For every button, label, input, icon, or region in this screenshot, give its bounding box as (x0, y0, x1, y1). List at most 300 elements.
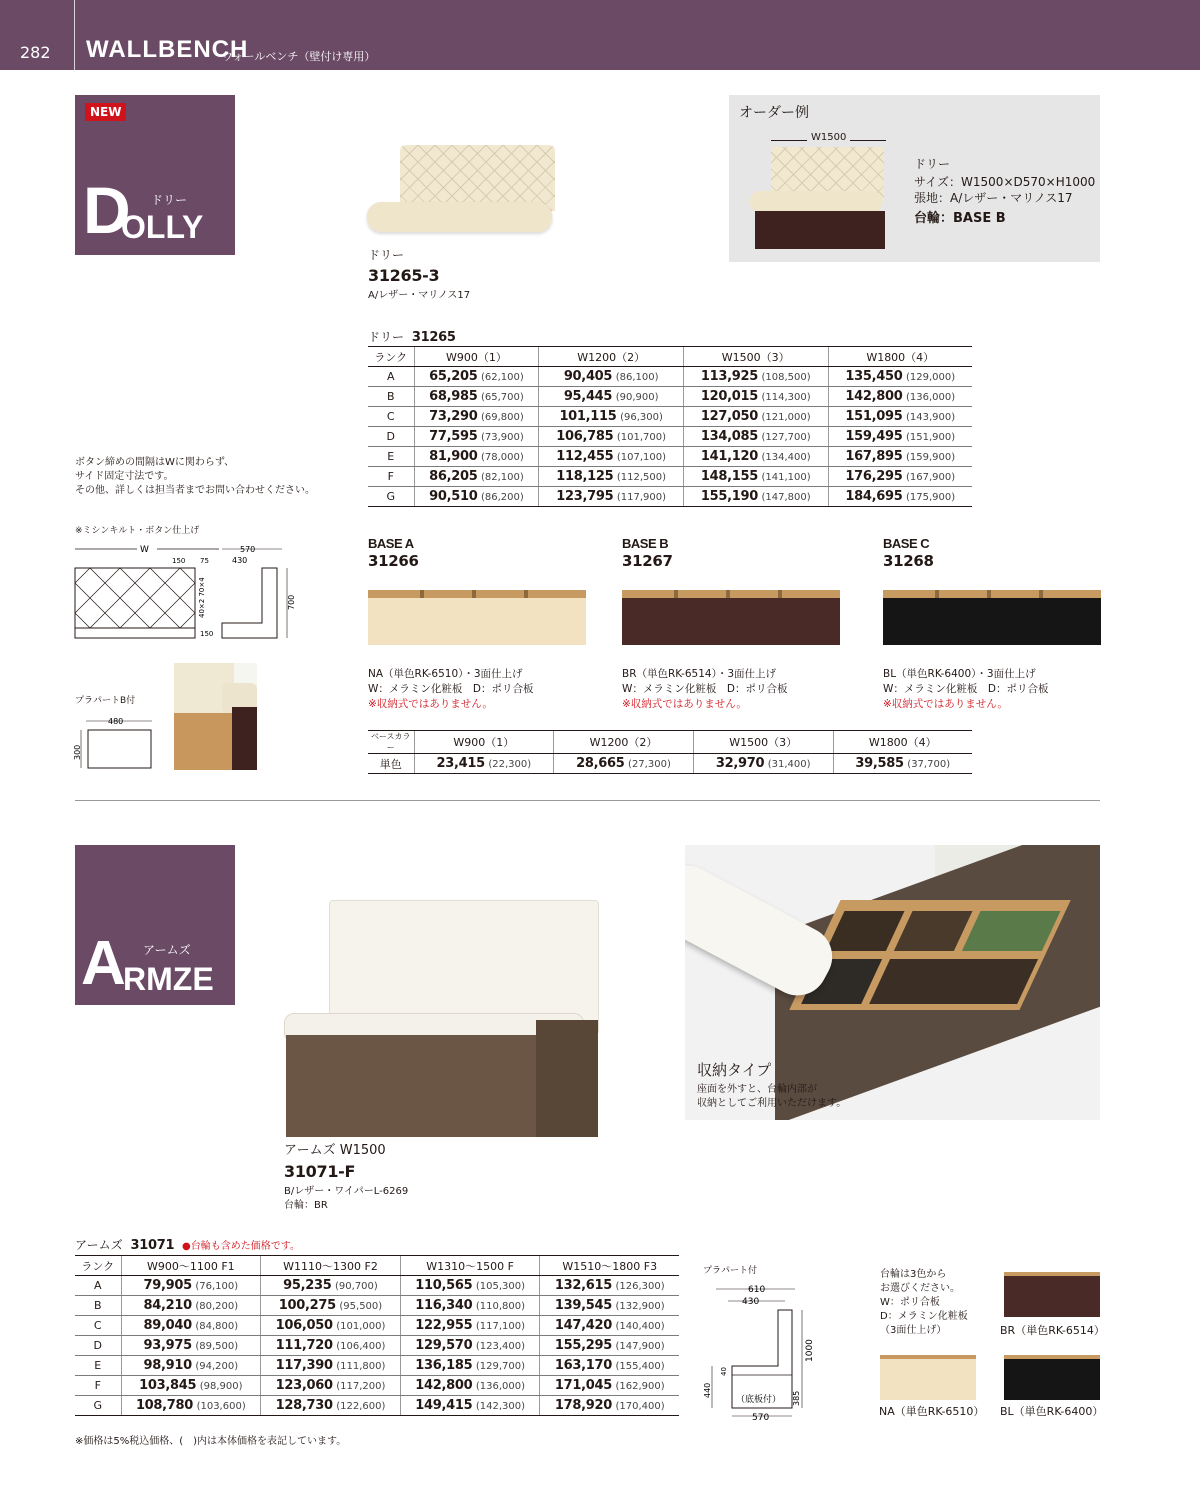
order-base-label: 台輪：BASE B (914, 211, 1006, 226)
rank-cell: A (368, 367, 414, 387)
price-value: 178,920 (554, 1398, 612, 1413)
base-divider (987, 590, 991, 598)
rank-cell: E (368, 447, 414, 467)
intro-line: 台輪は3色から (880, 1269, 947, 1280)
rank-cell: B (75, 1296, 121, 1316)
dim-700: 700 (287, 594, 296, 610)
dolly-note (75, 456, 315, 498)
price-cell (540, 1356, 679, 1376)
price-value: 155,190 (700, 489, 758, 504)
rank-cell: D (368, 427, 414, 447)
armze-base (286, 1035, 536, 1137)
dolly-note-line: その他、詳しくは担当者までお問い合わせください。 (75, 485, 315, 496)
net-price-value: (90,700) (335, 1281, 378, 1292)
net-price-value: (134,400) (761, 452, 811, 463)
dim-570: 570 (752, 1413, 770, 1423)
net-price-value: (65,700) (480, 392, 524, 403)
plaparts-b-drawing (72, 712, 157, 774)
intro-line: お選びください。 (880, 1283, 960, 1294)
price-cell (400, 1276, 540, 1296)
base-divider (674, 590, 678, 598)
rank-cell: E (75, 1356, 121, 1376)
section-divider (75, 800, 1100, 801)
net-price-value: (170,400) (615, 1401, 665, 1412)
price-value: 98,910 (143, 1358, 192, 1373)
swatch-bl-label: BL（単色RK-6400） (1000, 1405, 1104, 1418)
price-cell (261, 1276, 401, 1296)
price-cell (539, 467, 684, 487)
plaparts-b-label: プラパートB付 (75, 696, 136, 706)
price-value: 90,405 (563, 369, 613, 384)
base-title: BASE A (368, 536, 414, 551)
price-cell (414, 447, 539, 467)
price-value: 100,275 (278, 1298, 336, 1313)
price-value: 93,975 (143, 1338, 192, 1353)
net-price-value: (107,100) (616, 452, 667, 463)
price-value: 106,785 (556, 429, 614, 444)
net-price-value: (122,600) (336, 1401, 386, 1412)
net-price-value: (159,900) (905, 452, 956, 463)
dolly-name-caption: ドリー (368, 248, 405, 262)
price-cell (414, 427, 539, 447)
table-header-cell: W1500（3） (683, 347, 828, 367)
dolly-badge (75, 95, 235, 255)
net-price-value: (151,900) (905, 432, 956, 443)
dolly-seat (367, 202, 552, 232)
net-price-value: (175,900) (905, 492, 956, 503)
price-value: 106,050 (275, 1318, 333, 1333)
base-divider (935, 590, 939, 598)
price-value: 116,340 (415, 1298, 473, 1313)
price-cell (400, 1376, 540, 1396)
price-cell (121, 1356, 261, 1376)
rank-cell: F (75, 1376, 121, 1396)
dim-385: 385 (792, 1390, 801, 1406)
armze-price-table (75, 1255, 679, 1416)
armze-initial: A (81, 929, 126, 998)
dolly-product-image (365, 140, 560, 240)
table-header-cell: ベースカラー (368, 731, 414, 754)
storage-line2: 収納としてご利用いただけます。 (697, 1098, 847, 1109)
price-cell (540, 1296, 679, 1316)
rank-cell: A (75, 1276, 121, 1296)
price-cell (828, 387, 972, 407)
rank-cell: D (75, 1336, 121, 1356)
price-value: 101,115 (559, 409, 617, 424)
net-price-value: (147,900) (615, 1341, 665, 1352)
table-header-cell: W1510～1800 F3 (540, 1256, 679, 1276)
storage-cell (962, 911, 1061, 951)
new-tag: NEW (85, 103, 126, 121)
order-size: サイズ：W1500×D570×H1000 (914, 175, 1096, 189)
price-value: 123,060 (275, 1378, 333, 1393)
price-value: 111,720 (275, 1338, 333, 1353)
price-value: 65,205 (429, 369, 478, 384)
dim-40: 40 (720, 1367, 728, 1376)
price-value: 77,595 (429, 429, 478, 444)
storage-line1: 座面を外すと、台輪内部が (697, 1084, 817, 1095)
price-cell (261, 1336, 401, 1356)
price-cell (540, 1376, 679, 1396)
table-row (368, 447, 972, 467)
net-price-value: (82,100) (480, 472, 524, 483)
base-divider (726, 590, 730, 598)
base-note: ※収納式ではありません。 (622, 698, 747, 710)
price-cell (400, 1396, 540, 1416)
base-material: W：メラミン化粧板 D：ポリ合板 (368, 683, 534, 695)
net-price-value: (69,800) (480, 412, 524, 423)
storage-cell (869, 959, 1038, 1004)
base-color-line: BR（単色RK-6514）・3面仕上げ (622, 668, 777, 680)
price-cell: 39,585 (37,700) (833, 754, 972, 774)
net-price-value: (98,900) (199, 1381, 243, 1392)
price-cell (828, 367, 972, 387)
dim-1000: 1000 (805, 1339, 815, 1362)
net-price-value: (126,300) (615, 1281, 665, 1292)
armze-table-title (75, 1236, 300, 1253)
net-price-value: (106,400) (336, 1341, 386, 1352)
price-value: 136,185 (415, 1358, 473, 1373)
intro-line: （3面仕上げ） (880, 1325, 947, 1336)
table-header-row (368, 731, 972, 754)
price-value: 135,450 (845, 369, 903, 384)
net-price-value: (86,200) (480, 492, 524, 503)
price-cell (414, 407, 539, 427)
swatch-na (880, 1355, 976, 1400)
net-price-value: (105,300) (475, 1281, 526, 1292)
net-price-value: (86,100) (615, 372, 659, 383)
row-label: 単色 (368, 754, 414, 774)
price-cell (539, 447, 684, 467)
price-value: 84,210 (143, 1298, 192, 1313)
swatch-na-label: NA（単色RK-6510） (879, 1405, 985, 1418)
dolly-price-table (368, 346, 972, 507)
table-row (75, 1276, 679, 1296)
price-cell (828, 407, 972, 427)
price-value: 95,235 (283, 1278, 332, 1293)
net-price-value: (132,900) (615, 1301, 665, 1312)
table-header-cell: W900（1） (414, 731, 554, 754)
price-cell (683, 367, 828, 387)
price-cell (121, 1276, 261, 1296)
price-value: 184,695 (845, 489, 903, 504)
table-header-cell: W1500（3） (693, 731, 833, 754)
price-value: 95,445 (563, 389, 613, 404)
net-price-value: (142,300) (475, 1401, 526, 1412)
net-price-value: (112,500) (616, 472, 667, 483)
base-label: （底板付） (736, 1395, 782, 1405)
dolly-material: A/レザー・マリノス17 (368, 290, 471, 301)
price-value: 132,615 (554, 1278, 612, 1293)
base-material: W：メラミン化粧板 D：ポリ合板 (883, 683, 1049, 695)
price-cell: 23,415 (22,300) (414, 754, 554, 774)
table-header-row (75, 1256, 679, 1276)
price-value: 73,290 (429, 409, 478, 424)
storage-title: 収納タイプ (697, 1061, 772, 1079)
net-price-value: (117,100) (475, 1321, 526, 1332)
price-cell (683, 467, 828, 487)
price-cell (414, 387, 539, 407)
base-divider (1039, 590, 1043, 598)
net-price-value: (155,400) (615, 1361, 665, 1372)
price-cell (261, 1396, 401, 1416)
price-cell (400, 1336, 540, 1356)
price-value: 167,895 (845, 449, 903, 464)
page-header (0, 0, 1200, 70)
swatch-br-label: BR（単色RK-6514） (1000, 1324, 1105, 1337)
table-row (368, 754, 972, 774)
rank-cell: G (368, 487, 414, 507)
price-cell (121, 1316, 261, 1336)
net-price-value: (96,300) (620, 412, 663, 423)
rank-cell: C (368, 407, 414, 427)
price-cell: 28,665 (27,300) (554, 754, 694, 774)
table-header-cell: W1200（2） (554, 731, 694, 754)
dolly-product-code: 31265-3 (368, 266, 440, 285)
price-value: 142,800 (415, 1378, 473, 1393)
table-row (75, 1316, 679, 1336)
base-color-line: NA（単色RK-6510）・3面仕上げ (368, 668, 523, 680)
net-price-value: (123,400) (475, 1341, 526, 1352)
net-price-value: (167,900) (905, 472, 956, 483)
price-cell (828, 467, 972, 487)
table-row (368, 407, 972, 427)
table-header-cell: W900（1） (414, 347, 539, 367)
price-cell (121, 1296, 261, 1316)
price-cell (414, 467, 539, 487)
price-value: 68,985 (429, 389, 478, 404)
footnote: ※価格は5%税込価格、( )内は本体価格を表記しています。 (75, 1436, 347, 1447)
price-cell: 32,970 (31,400) (693, 754, 833, 774)
armze-dimension-drawing (700, 1278, 830, 1426)
price-cell (683, 487, 828, 507)
net-price-value: (84,800) (195, 1321, 239, 1332)
price-cell (414, 487, 539, 507)
armze-drawing-label: プラパート付 (703, 1266, 758, 1276)
net-price-value: (117,200) (336, 1381, 386, 1392)
intro-line: W：ポリ合板 (880, 1297, 940, 1308)
dolly-initial: D (83, 173, 131, 247)
net-price-value: (103,600) (196, 1401, 246, 1412)
dim-570: 570 (240, 545, 256, 554)
price-value: 89,040 (143, 1318, 192, 1333)
price-cell (400, 1316, 540, 1336)
price-value: 128,730 (275, 1398, 333, 1413)
price-value: 118,125 (556, 469, 614, 484)
dolly-table-title-code: 31265 (411, 330, 456, 345)
table-header-cell: W900～1100 F1 (121, 1256, 261, 1276)
dim-430: 430 (742, 1297, 760, 1307)
net-price-value: (117,900) (616, 492, 667, 503)
intro-line: D：メラミン化粧板 (880, 1311, 968, 1322)
price-cell (683, 387, 828, 407)
net-price-value: (101,000) (336, 1321, 386, 1332)
table-row (368, 367, 972, 387)
base-note: ※収納式ではありません。 (883, 698, 1008, 710)
table-row (75, 1396, 679, 1416)
price-cell (828, 427, 972, 447)
table-header-cell: W1310～1500 F (400, 1256, 540, 1276)
base-image (622, 590, 840, 645)
price-cell (121, 1396, 261, 1416)
table-header-cell: ランク (75, 1256, 121, 1276)
base-image (368, 590, 586, 645)
net-price-value: (129,000) (905, 372, 956, 383)
order-upholstery: 張地：A/レザー・マリノス17 (914, 191, 1073, 205)
plaparts-box (174, 713, 232, 770)
price-cell (683, 447, 828, 467)
order-name: ドリー (914, 157, 951, 171)
order-base (755, 211, 885, 249)
price-value: 151,095 (845, 409, 903, 424)
dim-480: 480 (108, 717, 124, 726)
table-header-cell: W1800（4） (828, 347, 972, 367)
price-value: 139,545 (554, 1298, 612, 1313)
dim-vert: 40×2 70×4 (198, 577, 206, 618)
net-price-value: (162,900) (615, 1381, 665, 1392)
price-value: 103,845 (139, 1378, 197, 1393)
armze-kana: アームズ (143, 943, 191, 957)
table-header-cell: ランク (368, 347, 414, 367)
armze-table-title-name: アームズ (75, 1238, 123, 1252)
table-row (75, 1376, 679, 1396)
page-title: WALLBENCH (86, 36, 249, 63)
net-price-value: (101,700) (616, 432, 667, 443)
net-price-value: (136,000) (475, 1381, 526, 1392)
price-value: 159,495 (845, 429, 903, 444)
table-row (75, 1356, 679, 1376)
net-price-value: (108,500) (761, 372, 811, 383)
price-cell (540, 1336, 679, 1356)
price-cell (539, 367, 684, 387)
dim-150a: 150 (172, 557, 186, 565)
price-value: 148,155 (700, 469, 758, 484)
order-example-title: オーダー例 (739, 105, 809, 121)
base-code: 31268 (883, 552, 934, 570)
price-cell (400, 1356, 540, 1376)
price-value: 86,205 (429, 469, 478, 484)
base-image (883, 590, 1101, 645)
price-value: 147,420 (554, 1318, 612, 1333)
price-value: 123,795 (556, 489, 614, 504)
order-seat (750, 191, 882, 213)
net-price-value: (78,000) (480, 452, 524, 463)
base-color-line: BL（単色RK-6400）・3面仕上げ (883, 668, 1036, 680)
base-price-table (368, 730, 972, 774)
net-price-value: (94,200) (195, 1361, 239, 1372)
net-price-value: (140,400) (615, 1321, 665, 1332)
order-width-label: W1500 (807, 132, 850, 143)
net-price-value: (147,800) (761, 492, 811, 503)
plaparts-base (232, 707, 257, 770)
price-value: 113,925 (700, 369, 758, 384)
net-price-value: (127,700) (761, 432, 811, 443)
price-cell (261, 1296, 401, 1316)
price-cell (121, 1336, 261, 1356)
table-row (368, 387, 972, 407)
dim-300: 300 (73, 744, 82, 760)
net-price-value: (129,700) (475, 1361, 526, 1372)
storage-cell (826, 911, 905, 951)
page-subtitle: ウォールベンチ（壁付け専用） (222, 50, 376, 63)
base-divider (420, 590, 424, 598)
base-title: BASE B (622, 536, 669, 551)
page-number: 282 (20, 43, 51, 62)
base-divider (472, 590, 476, 598)
dolly-dimension-drawing (72, 538, 302, 648)
price-cell (540, 1316, 679, 1336)
price-value: 81,900 (429, 449, 478, 464)
net-price-value: (80,200) (195, 1301, 239, 1312)
dim-150b: 150 (200, 630, 214, 638)
base-material: W：メラミン化粧板 D：ポリ合板 (622, 683, 788, 695)
armze-product-image (282, 895, 600, 1140)
net-price-value: (76,100) (195, 1281, 239, 1292)
price-cell (261, 1316, 401, 1336)
net-price-value: (141,100) (761, 472, 811, 483)
price-value: 79,905 (143, 1278, 192, 1293)
net-price-value: (143,900) (905, 412, 956, 423)
plaparts-b-photo (174, 663, 257, 770)
price-cell (539, 387, 684, 407)
net-price-value: (111,800) (336, 1361, 386, 1372)
net-price-value: (73,900) (480, 432, 524, 443)
price-value: 155,295 (554, 1338, 612, 1353)
price-value: 117,390 (275, 1358, 333, 1373)
dolly-name-rest: OLLY (121, 209, 204, 245)
base-divider (778, 590, 782, 598)
storage-cell (894, 911, 973, 951)
price-value: 112,455 (556, 449, 614, 464)
swatch-br (1004, 1272, 1100, 1317)
net-price-value: (89,500) (195, 1341, 239, 1352)
net-price-value: (136,000) (905, 392, 956, 403)
dolly-table-title (368, 328, 456, 345)
price-cell (540, 1276, 679, 1296)
net-price-value: (62,100) (480, 372, 524, 383)
price-value: 110,565 (415, 1278, 473, 1293)
armze-name-rest: RMZE (123, 961, 214, 997)
price-value: 142,800 (845, 389, 903, 404)
dim-440: 440 (703, 1382, 712, 1398)
dim-75: 75 (200, 557, 209, 565)
price-cell (261, 1376, 401, 1396)
price-value: 141,120 (700, 449, 758, 464)
table-header-cell: W1200（2） (539, 347, 684, 367)
price-value: 90,510 (429, 489, 478, 504)
price-cell (414, 367, 539, 387)
dim-w: W (140, 545, 149, 555)
price-cell (539, 487, 684, 507)
armze-product-code: 31071-F (284, 1162, 356, 1181)
price-cell (683, 427, 828, 447)
table-row (368, 487, 972, 507)
price-cell (828, 447, 972, 467)
header-divider (74, 0, 75, 70)
base-code: 31267 (622, 552, 673, 570)
price-value: 176,295 (845, 469, 903, 484)
armze-table-note: ●台輪も含めた価格です。 (182, 1241, 300, 1252)
order-example-box (729, 95, 1100, 262)
table-header-cell: W1800（4） (833, 731, 972, 754)
base-color-intro (880, 1268, 968, 1338)
net-price-value: (95,500) (339, 1301, 383, 1312)
dolly-kana: ドリー (151, 193, 188, 207)
dolly-note-line: ボタン締めの間隔はWに関わらず、 (75, 457, 235, 468)
dolly-note-line: サイド固定寸法です。 (75, 471, 174, 482)
price-cell (683, 407, 828, 427)
price-value: 163,170 (554, 1358, 612, 1373)
